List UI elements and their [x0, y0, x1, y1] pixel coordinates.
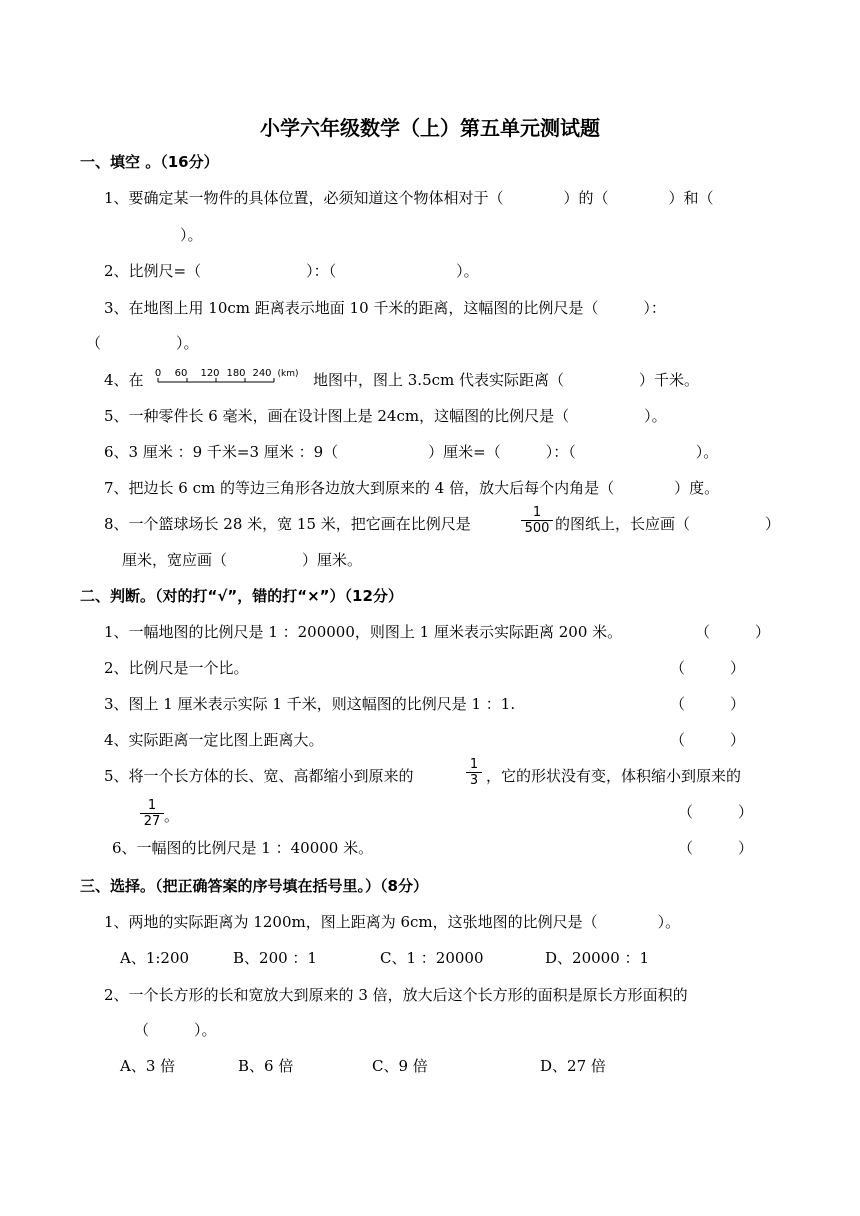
s2-q3: 3、图上 1 厘米表示实际 1 千米，则这幅图的比例尺是 1 ：1. [104, 695, 516, 713]
scale-tick-0: 0 [154, 368, 162, 379]
s3-q2-option-d: D、27 倍 [540, 1057, 606, 1075]
s2-q5-line1-end: ，它的形状没有变，体积缩小到原来的 [486, 767, 742, 785]
s1-q4-suffix: 地图中，图上 3.5cm 代表实际距离（ ）千米。 [313, 371, 700, 389]
fraction-denominator: 500 [524, 521, 550, 536]
s1-q8-line1: 8、一个篮球场长 28 米，宽 15 米，把它画在比例尺是 [104, 515, 471, 533]
s1-q1-line2: ）。 [180, 226, 203, 244]
s1-q3-line1: 3、在地图上用 10cm 距离表示地面 10 千米的距离，这幅图的比例尺是（ ）： [104, 299, 666, 317]
page-title: 小学六年级数学（上）第五单元测试题 [260, 116, 600, 140]
s1-q1-line1: 1、要确定某一物件的具体位置，必须知道这个物体相对于（ ）的（ ）和（ [104, 189, 714, 207]
section3-heading: 三、选择。（把正确答案的序号填在括号里。）（8分） [80, 877, 428, 895]
s2-q5-line1: 5、将一个长方体的长、宽、高都缩小到原来的 [104, 767, 414, 785]
s2-q4: 4、实际距离一定比图上距离大。 [104, 731, 324, 749]
s2-q4-answer-bracket: （ ） [670, 731, 746, 749]
s2-q2-answer-bracket: （ ） [670, 659, 746, 677]
s1-q3-line2: （ ）。 [86, 334, 199, 352]
s2-q5-answer-bracket: （ ） [678, 803, 754, 821]
s3-q1-option-a: A、1:200 [120, 949, 190, 967]
fraction-1-3 [466, 757, 482, 788]
s3-q1: 1、两地的实际距离为 1200m，图上距离为 6cm，这张地图的比例尺是（ ）。 [104, 913, 681, 931]
s1-q8-line2: 厘米，宽应画（ ）厘米。 [122, 551, 363, 569]
scale-tick-3: 180 [226, 368, 246, 379]
s1-q5: 5、一种零件长 6 毫米，画在设计图上是 24cm，这幅图的比例尺是（ ）。 [104, 407, 667, 425]
s2-q6-answer-bracket: （ ） [678, 839, 754, 857]
s3-q2-line2: （ ）。 [134, 1021, 217, 1039]
fraction-1-500 [521, 505, 553, 536]
fraction-numerator: 1 [469, 757, 479, 772]
s3-q1-option-b: B、200 ：1 [233, 949, 317, 967]
scale-tick-2: 120 [200, 368, 220, 379]
scale-unit: (km) [277, 369, 299, 379]
s3-q2-option-c: C、9 倍 [372, 1057, 428, 1075]
s2-q5-line2: 。 [164, 807, 180, 825]
s3-q2-option-b: B、6 倍 [238, 1057, 294, 1075]
fraction-denominator: 3 [469, 773, 479, 788]
s3-q2-option-a: A、3 倍 [120, 1057, 176, 1075]
section1-heading: 一、填空 。（16分） [80, 153, 219, 171]
scale-tick-4: 240 [252, 368, 272, 379]
s2-q6: 6、一幅图的比例尺是 1 ：40000 米。 [112, 839, 374, 857]
section2-heading: 二、判断。（对的打“√”，错的打“×”）（12分） [80, 587, 403, 605]
s2-q1-answer-bracket: （ ） [695, 623, 771, 641]
map-scale-bar [150, 364, 310, 392]
s1-q8-line1-end: 的图纸上，长应画（ ） [555, 515, 781, 533]
s1-q6: 6、3 厘米 ：9 千米=3 厘米 ：9（ ）厘米=（ ）：（ ）。 [104, 443, 719, 461]
s1-q2: 2、比例尺=（ ）：（ ）。 [104, 262, 479, 280]
fraction-1-27 [140, 798, 164, 829]
scale-tick-1: 60 [174, 368, 188, 379]
s2-q2: 2、比例尺是一个比。 [104, 659, 249, 677]
fraction-numerator: 1 [147, 798, 157, 813]
s2-q3-answer-bracket: （ ） [670, 695, 746, 713]
s3-q1-option-d: D、20000 ：1 [545, 949, 650, 967]
s3-q1-option-c: C、1 ：20000 [380, 949, 484, 967]
fraction-denominator: 27 [143, 814, 161, 829]
fraction-numerator: 1 [532, 505, 542, 520]
s3-q2-line1: 2、一个长方形的长和宽放大到原来的 3 倍，放大后这个长方形的面积是原长方形面积的 [104, 986, 688, 1004]
s1-q7: 7、把边长 6 cm 的等边三角形各边放大到原来的 4 倍，放大后每个内角是（ ）度。 [104, 479, 720, 497]
s2-q1: 1、一幅地图的比例尺是 1 ：200000，则图上 1 厘米表示实际距离 200 米。 [104, 623, 623, 641]
s1-q4-prefix: 4、在 [104, 371, 144, 389]
